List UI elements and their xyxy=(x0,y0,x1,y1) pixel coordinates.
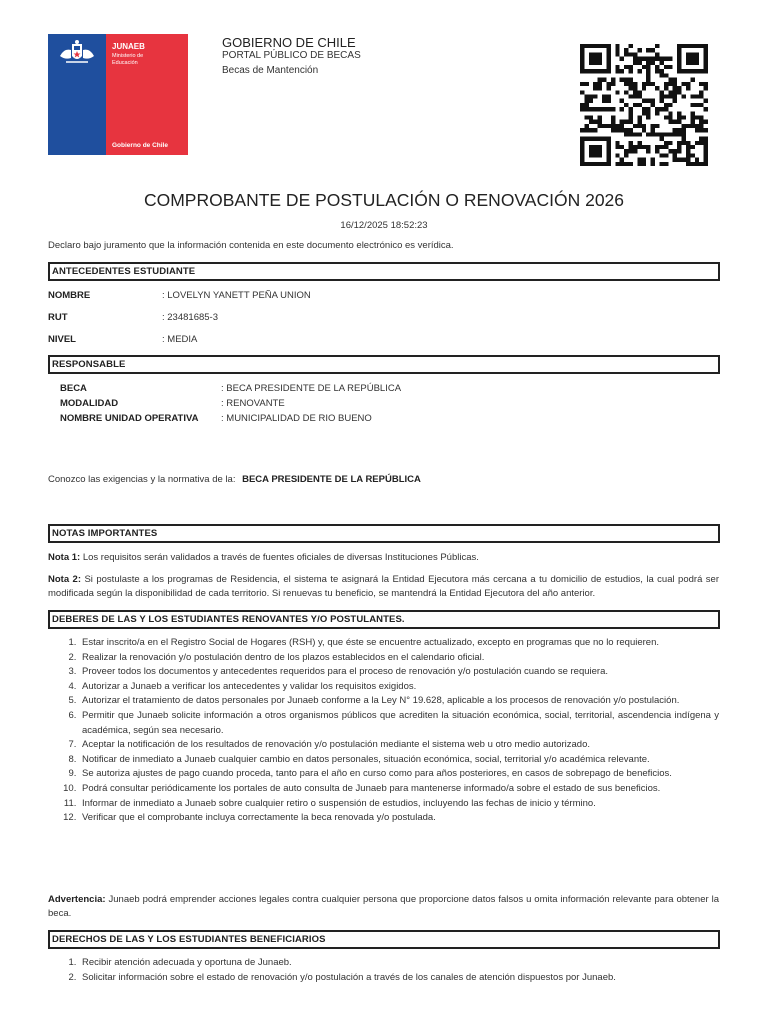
field-label-nombre: NOMBRE xyxy=(48,290,91,301)
field-label-rut: RUT xyxy=(48,312,68,323)
section-responsible: RESPONSABLE xyxy=(48,355,720,374)
document-date: 16/12/2025 18:52:23 xyxy=(340,220,428,231)
field-label-nivel: NIVEL xyxy=(48,334,76,345)
field-value-nombre: : LOVELYN YANETT PEÑA UNION xyxy=(162,290,311,301)
duties-list xyxy=(48,636,719,826)
note-1-text: Los requisitos serán validados a través de fuentes oficiales de diversas Instituciones Públicas. xyxy=(82,552,479,563)
declaration-text: Declaro bajo juramento que la información contenida en este documento electrónico es verídica. xyxy=(48,240,454,251)
list-item: 1. Estar inscrito/a en el Registro Social de Hogares (RSH) y, que éste se encuentre actualizado, excepto en programas que no lo requieren. xyxy=(79,636,719,651)
list-item: 6. Permitir que Junaeb solicite información a otros organismos públicos que acrediten la situación económica, social, territorial, ascendencia indígena y académica, según sea necesario. xyxy=(79,709,719,738)
warning-label: Advertencia: xyxy=(48,894,106,905)
list-item: 1. Recibir atención adecuada y oportuna de Junaeb. xyxy=(79,956,719,971)
logo-brand: JUNAEB xyxy=(112,42,145,51)
list-item: 10. Podrá consultar periódicamente los portales de auto consulta de Junaeb para mantenerse informado/a sobre el estado de sus beneficios. xyxy=(79,782,719,797)
field-value-beca: : BECA PRESIDENTE DE LA REPÚBLICA xyxy=(221,383,402,394)
field-label-beca: BECA xyxy=(60,383,87,394)
list-item: 2. Realizar la renovación y/o postulación dentro de los plazos establecidos en el calendario oficial. xyxy=(79,651,719,666)
logo-red-panel xyxy=(106,34,188,155)
list-item: 8. Notificar de inmediato a Junaeb cualquier cambio en datos personales, situación económica, social, territorial y/o académica relevante. xyxy=(79,753,719,768)
section-student: ANTECEDENTES ESTUDIANTE xyxy=(48,262,720,281)
field-value-nivel: : MEDIA xyxy=(162,334,198,345)
knowledge-text: Conozco las exigencias y la normativa de la: xyxy=(48,474,236,485)
knowledge-statement xyxy=(48,474,421,485)
note-1 xyxy=(48,551,719,565)
knowledge-beca: BECA PRESIDENTE DE LA REPÚBLICA xyxy=(242,474,421,485)
government-title: GOBIERNO DE CHILE xyxy=(222,35,356,50)
field-label-unidad: NOMBRE UNIDAD OPERATIVA xyxy=(60,413,199,424)
logo-government: Gobierno de Chile xyxy=(112,142,168,149)
section-notes: NOTAS IMPORTANTES xyxy=(48,524,720,543)
note-2-text: Si postulaste a los programas de Residencia, el sistema te asignará la Entidad Ejecutora más cercana a tu domicilio de estudios, la cual podrá ser modificada según la disponibilidad de cada territorio. Si renuevas tu beneficio, se mantendrá la Entidad Ejecutora del año anterior. xyxy=(48,574,720,599)
rights-list xyxy=(48,956,719,985)
note-2-label: Nota 2: xyxy=(48,574,82,585)
field-label-modalidad: MODALIDAD xyxy=(60,398,119,409)
warning-note xyxy=(48,893,719,921)
field-value-rut: : 23481685-3 xyxy=(162,312,218,323)
list-item: 7. Aceptar la notificación de los resultados de renovación y/o postulación mediante el sistema web u otro medio autorizado. xyxy=(79,738,719,753)
field-value-unidad: : MUNICIPALIDAD DE RIO BUENO xyxy=(221,413,372,424)
portal-name: PORTAL PÚBLICO DE BECAS xyxy=(222,50,361,61)
list-item: 9. Se autoriza ajustes de pago cuando proceda, tanto para el año en curso como para años posteriores, en casos de sobrepago de beneficios. xyxy=(79,767,719,782)
list-item: 12. Verificar que el comprobante incluya correctamente la beca renovada y/o postulada. xyxy=(79,811,719,826)
section-rights: DERECHOS DE LAS Y LOS ESTUDIANTES BENEFICIARIOS xyxy=(48,930,720,949)
portal-subtitle: Becas de Mantención xyxy=(222,65,319,76)
section-duties: DEBERES DE LAS Y LOS ESTUDIANTES RENOVANTES Y/O POSTULANTES. xyxy=(48,610,720,629)
warning-text: Junaeb podrá emprender acciones legales contra cualquier persona que proporcione datos falsos u omita información relevante para obtener la beca. xyxy=(48,894,719,919)
field-value-modalidad: : RENOVANTE xyxy=(221,398,285,409)
list-item: 4. Autorizar a Junaeb a verificar los antecedentes y validar los requisitos exigidos. xyxy=(79,680,719,695)
list-item: 5. Autorizar el tratamiento de datos personales por Junaeb conforme a la Ley N° 19.628, aplicable a los procesos de renovación y/o postulación. xyxy=(79,694,719,709)
list-item: 2. Solicitar información sobre el estado de renovación y/o postulación a través de los canales de atención dispuestos por Junaeb. xyxy=(79,971,719,986)
document-title: COMPROBANTE DE POSTULACIÓN O RENOVACIÓN 2026 xyxy=(143,190,625,210)
coat-of-arms-icon xyxy=(52,38,102,74)
note-2 xyxy=(48,573,719,601)
qr-code xyxy=(580,44,708,166)
note-1-label: Nota 1: xyxy=(48,552,81,563)
logo-ministry: Ministerio de Educación xyxy=(112,53,144,66)
list-item: 3. Proveer todos los documentos y antecedentes requeridos para el proceso de renovación y/o postulación cuando se requiera. xyxy=(79,665,719,680)
list-item: 11. Informar de inmediato a Junaeb sobre cualquier retiro o suspensión de estudios, incluyendo las fechas de inicio y término. xyxy=(79,797,719,812)
